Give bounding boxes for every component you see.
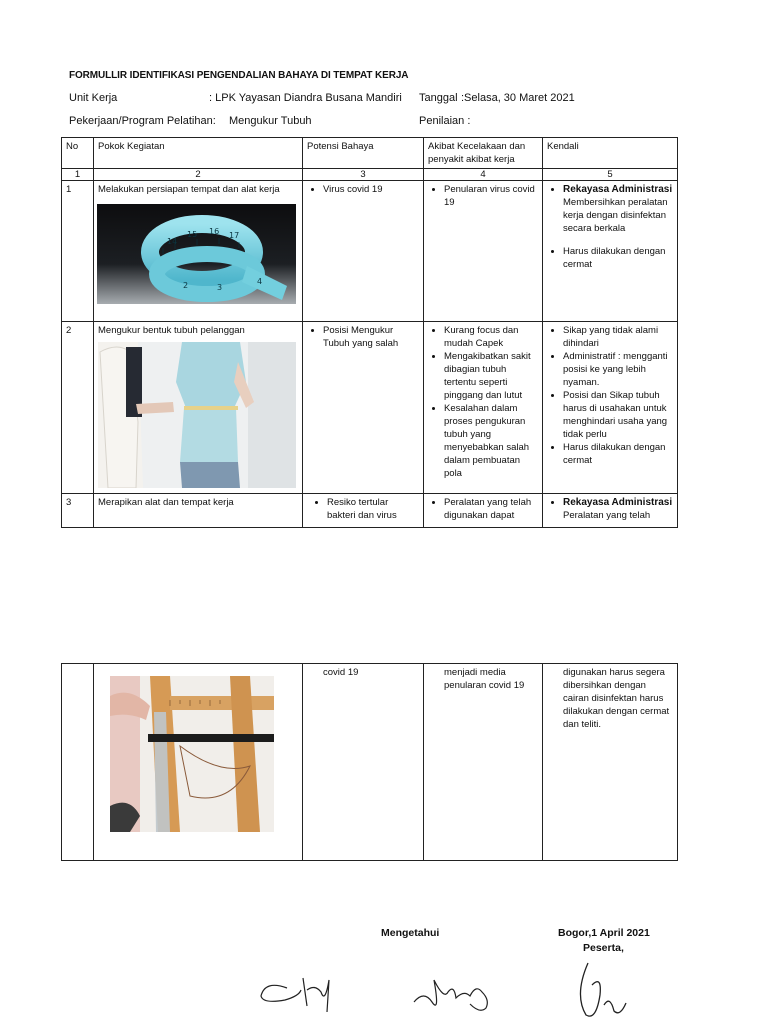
table-number-row: [62, 169, 678, 181]
col-number: 1: [62, 169, 94, 181]
akibat-item: • Peralatan yang telah digunakan dapat: [444, 496, 538, 522]
col-number: 5: [543, 169, 678, 181]
kendali-text: Peralatan yang telah: [563, 510, 651, 521]
hazard-table: [61, 137, 678, 528]
place-date: Bogor,1 April 2021: [558, 927, 650, 939]
continuation-kendali: digunakan harus segera dibersihkan dengan cairan disinfektan harus dilakukan dengan cermat dan teliti.: [543, 664, 678, 861]
akibat-item: • Penularan virus covid 19: [444, 183, 538, 209]
unit-value: : LPK Yayasan Diandra Busana Mandiri: [209, 92, 402, 104]
header-no: No: [62, 138, 94, 169]
potensi-item: • Resiko tertular bakteri dan virus: [327, 496, 419, 522]
row-potensi-cell: [303, 322, 424, 494]
svg-text:2: 2: [183, 281, 189, 290]
row-kegiatan-cell: [94, 664, 303, 861]
table-row: [62, 494, 678, 528]
continuation-potensi: covid 19: [303, 664, 424, 861]
table-header-row: [62, 138, 678, 169]
row-kegiatan: Melakukan persiapan tempat dan alat kerja: [98, 184, 280, 195]
row-kendali-cell: [543, 322, 678, 494]
svg-text:17: 17: [229, 231, 240, 240]
row-akibat-cell: [424, 181, 543, 322]
body-measuring-photo: [98, 342, 296, 488]
potensi-item: • Posisi Mengukur Tubuh yang salah: [323, 324, 419, 350]
col-number: 3: [303, 169, 424, 181]
header-kendali: Kendali: [543, 138, 678, 169]
table-row: [62, 322, 678, 494]
akibat-item: • Kurang focus dan mudah Capek: [444, 324, 538, 350]
unit-label: Unit Kerja: [69, 92, 118, 104]
kendali-item: • Sikap yang tidak alami dihindari: [563, 324, 673, 350]
program-label: Pekerjaan/Program Pelatihan:: [69, 115, 216, 127]
row-akibat-cell: [424, 494, 543, 528]
tanggal-label: Tanggal: [419, 92, 458, 104]
header-potensi: Potensi Bahaya: [303, 138, 424, 169]
kendali-item: • Harus dilakukan dengan cermat: [563, 441, 673, 467]
svg-text:4: 4: [257, 277, 263, 286]
tanggal-value: :Selasa, 30 Maret 2021: [461, 92, 575, 104]
kendali-text: Membersihkan peralatan kerja dengan disinfektan secara berkala: [563, 197, 668, 234]
row-potensi-cell: [303, 181, 424, 322]
kendali-item: • Posisi dan Sikap tubuh harus di usahakan untuk menghindari usaha yang tidak perlu: [563, 389, 673, 441]
continuation-akibat: menjadi media penularan covid 19: [424, 664, 543, 861]
row-kegiatan-cell: [94, 181, 303, 322]
form-title: FORMULLIR IDENTIFIKASI PENGENDALIAN BAHAYA DI TEMPAT KERJA: [69, 70, 409, 81]
measuring-tape-photo: [97, 204, 296, 304]
col-number: 4: [424, 169, 543, 181]
potensi-item: • Virus covid 19: [323, 183, 419, 196]
row-no: 3: [62, 494, 94, 528]
program-value: Mengukur Tubuh: [229, 115, 312, 127]
table-row: [62, 181, 678, 322]
row-kegiatan: Mengukur bentuk tubuh pelanggan: [98, 325, 245, 336]
col-number: 2: [94, 169, 303, 181]
mengetahui-label: Mengetahui: [381, 927, 440, 939]
row-kegiatan: Merapikan alat dan tempat kerja: [94, 494, 303, 528]
row-kendali-cell: [543, 494, 678, 528]
svg-text:16: 16: [209, 227, 220, 236]
row-no: 1: [62, 181, 94, 322]
signature: [410, 970, 500, 1018]
svg-text:15: 15: [187, 230, 198, 239]
row-kegiatan-cell: [94, 322, 303, 494]
penilaian-label: Penilaian :: [419, 115, 471, 127]
hazard-table-continued: [61, 663, 678, 861]
akibat-item: • Mengakibatkan sakit dibagian tubuh tertentu seperti pinggang dan lutut: [444, 350, 538, 402]
row-no: 2: [62, 322, 94, 494]
row-kendali-cell: [543, 181, 678, 322]
svg-text:14: 14: [167, 237, 178, 246]
header-kegiatan: Pokok Kegiatan: [94, 138, 303, 169]
kendali-item: • Administratif : mengganti posisi ke yang lebih nyaman.: [563, 350, 673, 389]
kendali-item: • Harus dilakukan dengan cermat: [563, 245, 673, 271]
akibat-item: • Kesalahan dalam proses pengukuran tubuh yang menyebabkan salah dalam pembuatan pola: [444, 402, 538, 480]
signature: [255, 970, 345, 1014]
pattern-ruler-photo: [110, 676, 274, 832]
svg-text:3: 3: [217, 283, 223, 292]
peserta-label: Peserta,: [583, 942, 624, 954]
kendali-head: • Rekayasa Administrasi: [563, 183, 673, 196]
kendali-head: • Rekayasa Administrasi: [563, 496, 673, 509]
header-akibat: Akibat Kecelakaan dan penyakit akibat kerja: [424, 138, 543, 169]
signature: [570, 955, 640, 1024]
row-potensi-cell: [303, 494, 424, 528]
table-row: [62, 664, 678, 861]
row-akibat-cell: [424, 322, 543, 494]
